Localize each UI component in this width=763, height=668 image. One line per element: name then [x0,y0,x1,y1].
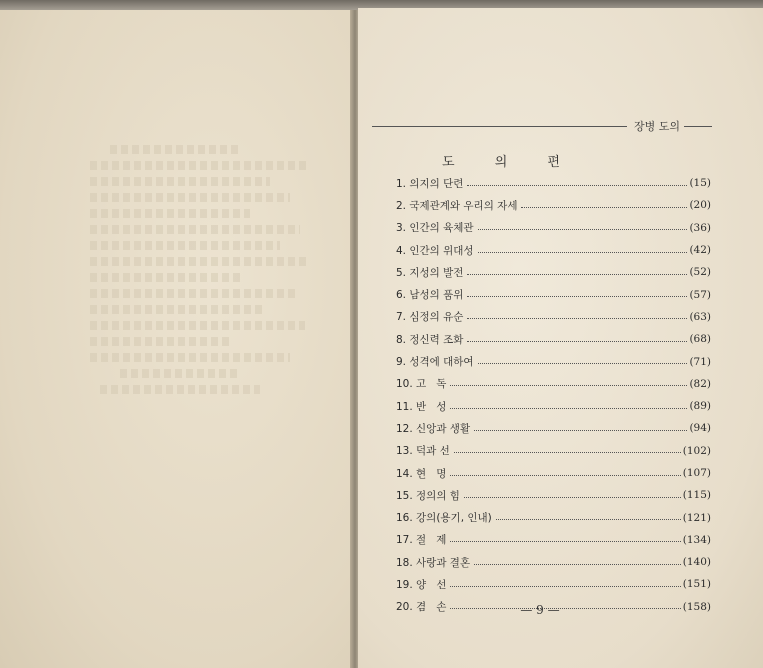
toc-entry-page: (63) [689,310,711,323]
toc-leader-dots [467,341,687,342]
toc-leader-dots [474,564,681,565]
toc-entry [396,194,711,216]
toc-leader-dots [474,430,687,431]
toc-entry [396,529,711,551]
toc-entry [396,395,711,417]
toc-entry [396,350,711,372]
section-title: 도 의 편 [442,155,578,170]
toc-entry-title: 10. 고 독 [396,378,447,391]
toc-entry-title: 16. 강의(용기, 인내) [396,512,492,525]
toc-entry-title: 5. 지성의 발전 [396,266,464,279]
toc-entry-title: 8. 정신력 조화 [396,333,464,346]
running-head-text: 장병 도의 [634,120,681,133]
toc-entry [396,440,711,462]
toc-entry-page: (42) [689,244,711,257]
toc-leader-dots [467,318,687,319]
toc-entry-page: (115) [682,489,711,502]
toc-entry-title: 9. 성격에 대하여 [396,356,474,369]
toc-entry-title: 1. 의지의 단련 [396,177,464,190]
table-of-contents [396,172,711,618]
toc-entry-title: 7. 심정의 유순 [396,311,464,324]
toc-entry-title: 11. 반 성 [396,400,447,413]
toc-entry-title: 6. 남성의 품위 [396,289,464,302]
toc-entry-page: (151) [682,578,711,591]
running-head-rule-right [684,126,712,127]
toc-entry [396,373,711,395]
toc-leader-dots [521,207,687,208]
toc-leader-dots [450,586,680,587]
toc-leader-dots [496,519,681,520]
toc-entry-page: (68) [689,333,711,346]
toc-entry [396,306,711,328]
toc-entry [396,551,711,573]
toc-entry-page: (158) [682,600,711,613]
toc-entry-title: 14. 현 명 [396,467,447,480]
toc-entry-page: (52) [689,266,711,279]
toc-entry-title: 19. 양 선 [396,578,447,591]
page-number: — 9 — [520,603,560,617]
toc-entry-title: 18. 사랑과 결혼 [396,556,471,569]
toc-entry-page: (20) [689,199,711,212]
toc-entry [396,462,711,484]
toc-leader-dots [478,229,688,230]
toc-leader-dots [464,497,681,498]
toc-entry-title: 17. 절 제 [396,534,447,547]
toc-entry-title: 12. 신앙과 생활 [396,422,471,435]
toc-entry-title: 15. 정의의 힘 [396,489,460,502]
toc-entry-page: (89) [689,400,711,413]
running-head-rule-left [372,126,627,127]
toc-leader-dots [450,385,687,386]
toc-entry [396,328,711,350]
toc-entry [396,261,711,283]
toc-entry-page: (94) [689,422,711,435]
toc-entry-page: (107) [682,467,711,479]
toc-entry-page: (57) [689,288,711,301]
toc-entry-title: 13. 덕과 선 [396,445,450,458]
toc-entry-page: (102) [682,444,711,457]
toc-entry-title: 20. 겸 손 [396,601,447,614]
bleed-through-text [90,138,290,401]
toc-entry [396,484,711,506]
toc-entry-page: (82) [689,377,711,390]
toc-leader-dots [450,475,680,476]
toc-entry [396,506,711,528]
toc-entry-title: 4. 인간의 위대성 [396,244,474,257]
toc-leader-dots [454,452,681,453]
toc-entry [396,573,711,595]
left-page [0,10,354,668]
toc-leader-dots [478,252,688,253]
toc-leader-dots [450,541,680,542]
toc-entry-page: (15) [689,177,711,190]
toc-entry-page: (134) [682,533,711,546]
toc-entry [396,283,711,305]
toc-entry [396,417,711,439]
toc-leader-dots [467,296,687,297]
toc-entry-title: 2. 국제관계와 우리의 자세 [396,199,518,212]
toc-entry-page: (71) [689,355,711,368]
toc-entry [396,172,711,194]
toc-leader-dots [467,274,687,275]
toc-entry [396,239,711,261]
toc-leader-dots [467,185,687,186]
running-head [372,118,712,134]
toc-entry [396,217,711,239]
toc-entry-page: (140) [682,556,711,569]
toc-entry-page: (121) [682,511,711,524]
toc-entry-title: 3. 인간의 육체관 [396,222,474,235]
toc-leader-dots [450,408,687,409]
toc-entry-page: (36) [689,221,711,234]
toc-leader-dots [478,363,688,364]
